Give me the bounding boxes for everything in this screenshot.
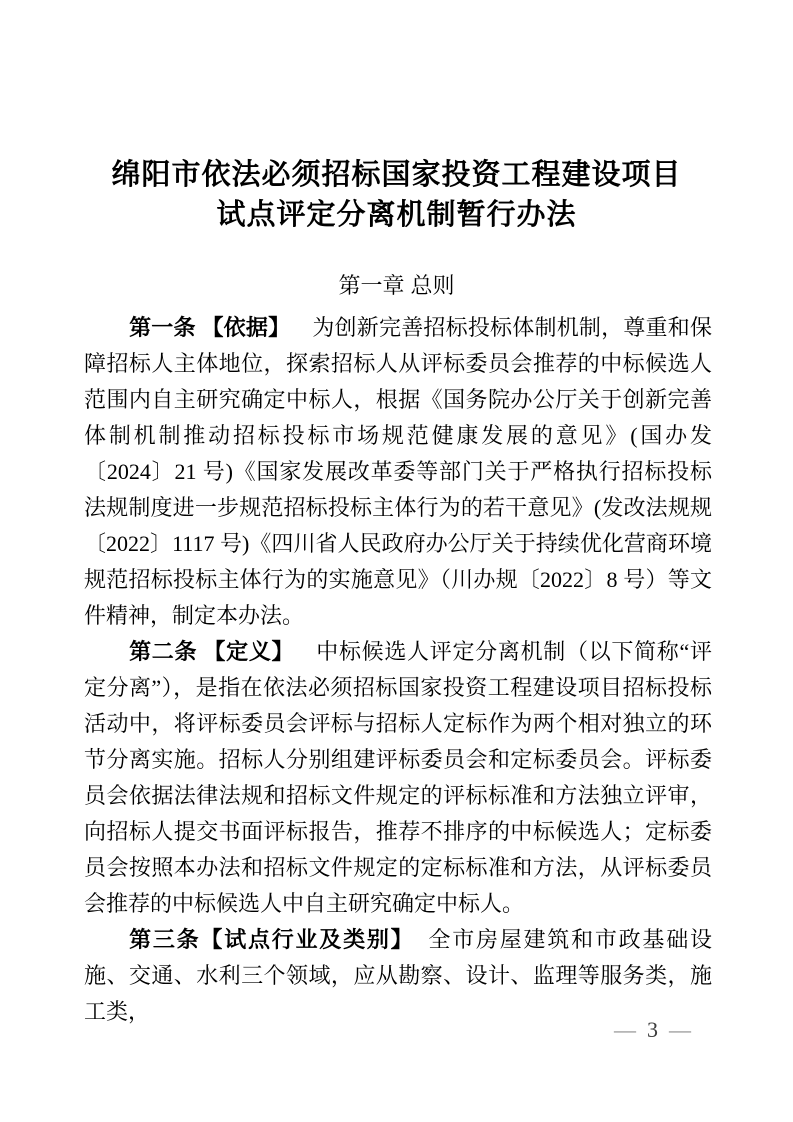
article-1-paragraph [84,310,712,634]
article-1-label: 第一条 【依据】 [129,315,291,340]
document-title [0,155,793,235]
article-3-text: 全市房屋建筑和市政基础设施、交通、水利三个领域，应从勘察、设计、监理等服务类，施工类， [84,927,712,1024]
article-2-label: 第二条 【定义】 [129,639,295,664]
page-number-value: 3 [647,1017,658,1042]
chapter-heading: 第一章 总则 [338,273,455,298]
document-body [84,310,712,1030]
article-2-text: 中标候选人评定分离机制（以下简称“评定分离”），是指在依法必须招标国家投资工程建设项目招标投标活动中，将评标委员会评标与招标人定标作为两个相对独立的环节分离实施。招标人分别组建评标委员会和定标委员会。评标委员会依据法律法规和招标文件规定的评标标准和方法独立评审，向招标人提交书面评标报告，推荐不排序的中标候选人；定标委员会按照本办法和招标文件规定的定标标准和方法，从评标委员会推荐的中标候选人中自主研究确定中标人。 [84,639,712,916]
page-number-right-dash: — [669,1017,691,1042]
page-number [565,1014,740,1046]
article-2-paragraph [84,634,712,922]
page-number-left-dash: — [614,1017,636,1042]
document-title-line-1: 绵阳市依法必须招标国家投资工程建设项目 [111,159,682,191]
document-title-line-2: 试点评定分离机制暂行办法 [216,199,577,231]
article-1-text: 为创新完善招标投标体制机制，尊重和保障招标人主体地位，探索招标人从评标委员会推荐的中标候选人范围内自主研究确定中标人，根据《国务院办公厅关于创新完善体制机制推动招标投标市场规范健康发展的意见》(国办发〔2024〕21 号)《国家发展改革委等部门关于严格执行招标投标法规制度进一步规范招标投标主体行为的若干意见》(发改法规规〔2022〕1117 号)《四川省人民政府办公厅关于持续优化营商环境规范招标投标主体行为的实施意见》（川办规〔2022〕8 号）等文件精神，制定本办法。 [84,315,712,628]
article-3-label: 第三条【试点行业及类别】 [129,927,415,952]
